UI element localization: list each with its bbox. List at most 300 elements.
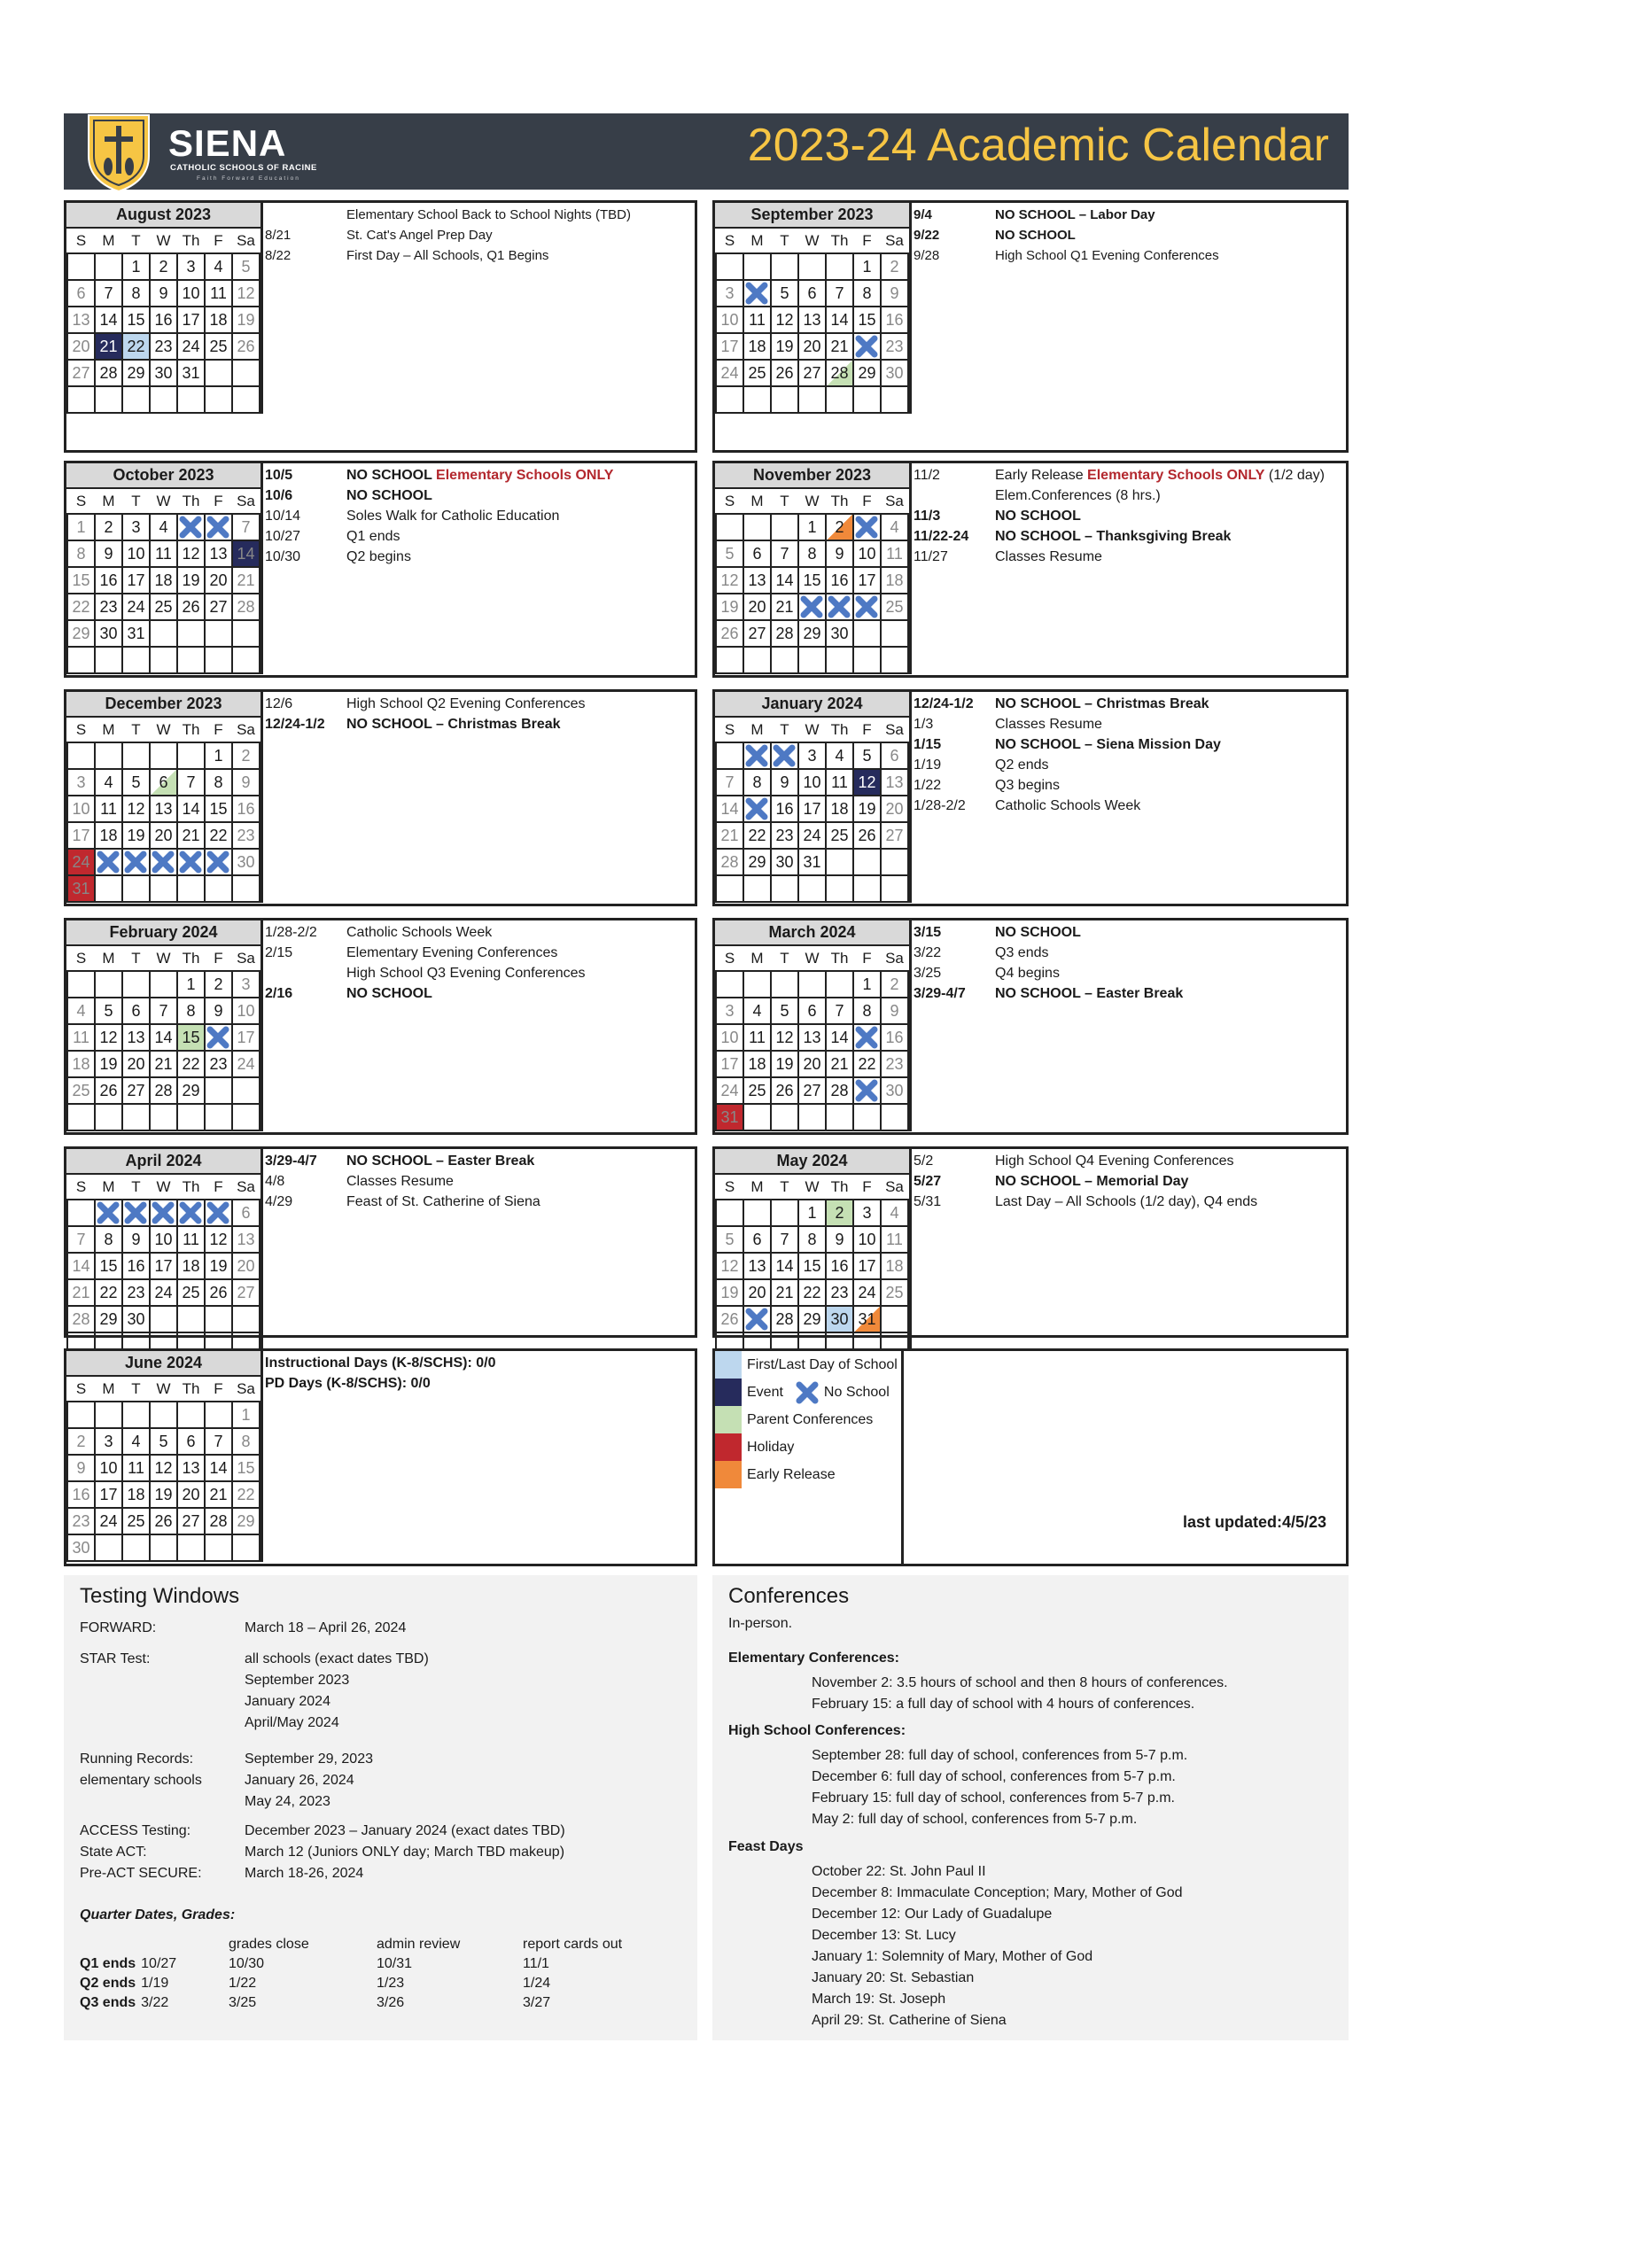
no-school-x-icon [828, 595, 851, 618]
weekday-label: Sa [237, 720, 255, 738]
calendar-day [853, 1104, 881, 1130]
weekday-label: W [156, 720, 171, 738]
event-text-main: NO SCHOOL – Easter Break [346, 1153, 535, 1169]
calendar-day: 15 [798, 567, 826, 594]
weekday-header [716, 489, 908, 514]
calendar-day [205, 849, 232, 875]
quarter-row [80, 1976, 682, 1995]
calendar-day: 3 [232, 971, 260, 998]
calendar-day: 3 [853, 1200, 881, 1226]
event-row [265, 1192, 691, 1212]
event-row [914, 714, 1342, 734]
calendar-day: 9 [67, 1455, 95, 1481]
week-row [716, 1306, 908, 1332]
event-text-main: NO SCHOOL [995, 925, 1081, 940]
weekday-label: S [75, 492, 87, 509]
calendar-day: 30 [150, 360, 177, 386]
event-text-main: Q1 ends [346, 529, 400, 544]
testing-label-main: FORWARD: [80, 1620, 157, 1635]
calendar-day: 15 [95, 1253, 122, 1279]
calendar-day: 8 [67, 540, 95, 567]
weekday-label: Sa [237, 949, 255, 967]
calendar-day [177, 742, 205, 769]
calendar-day: 15 [798, 1253, 826, 1279]
calendar-day: 8 [95, 1226, 122, 1253]
quarter-header: report cards out [523, 1937, 623, 1952]
calendar-day: 16 [122, 1253, 150, 1279]
calendar-day: 16 [771, 796, 798, 822]
calendar-day: 11 [95, 796, 122, 822]
calendar-day [95, 1534, 122, 1561]
calendar-day [95, 742, 122, 769]
event-text-main: NO SCHOOL – Labor Day [995, 207, 1155, 222]
month-calendar [66, 203, 263, 414]
calendar-day: 26 [771, 360, 798, 386]
week-row [716, 998, 908, 1024]
event-date: 11/2 [914, 468, 940, 483]
month-calendar [66, 1351, 263, 1562]
event-date: 2/15 [265, 945, 293, 960]
month-calendar [66, 463, 263, 674]
week-row [716, 253, 908, 280]
calendar-day: 16 [150, 307, 177, 333]
calendar-day [743, 386, 771, 413]
calendar-day: 7 [826, 998, 853, 1024]
calendar-day [150, 1200, 177, 1226]
calendar-day: 30 [826, 620, 853, 647]
month-panel [64, 200, 697, 453]
event-date: 10/5 [265, 468, 293, 483]
legend-swatch [715, 1379, 742, 1406]
calendar-day: 27 [67, 360, 95, 386]
event-row [265, 465, 691, 485]
calendar-day [95, 1402, 122, 1428]
calendar-day: 21 [771, 594, 798, 620]
calendar-day: 30 [826, 1306, 853, 1332]
event-date: 1/28-2/2 [265, 925, 317, 940]
conference-item: December 13: St. Lucy [812, 1928, 956, 1943]
event-text-main: Catholic Schools Week [995, 798, 1141, 813]
calendar-day [177, 514, 205, 540]
calendar-day: 23 [95, 594, 122, 620]
event-date: 5/31 [914, 1194, 942, 1209]
calendar-day: 25 [826, 822, 853, 849]
event-text-main: Q4 begins [995, 966, 1060, 981]
calendar-day: 12 [771, 307, 798, 333]
calendar-day: 6 [177, 1428, 205, 1455]
calendar-day [177, 620, 205, 647]
calendar-day: 13 [122, 1024, 150, 1051]
last-updated: last updated:4/5/23 [1182, 1513, 1326, 1531]
calendar-day: 30 [95, 620, 122, 647]
weekday-header [716, 946, 908, 971]
calendar-day [771, 1104, 798, 1130]
event-text [995, 547, 1342, 567]
quarter-name: Q1 ends [80, 1956, 136, 1971]
weekday-header [67, 718, 260, 742]
calendar-day: 9 [95, 540, 122, 567]
calendar-day [95, 971, 122, 998]
week-row [716, 971, 908, 998]
event-text-main: Feast of St. Catherine of Siena [346, 1194, 540, 1209]
siena-crest-logo [85, 112, 152, 193]
calendar-day: 28 [67, 1306, 95, 1332]
calendar-day [177, 1402, 205, 1428]
no-school-x-icon [855, 516, 878, 539]
legend-item [715, 1351, 901, 1379]
legend-label: Parent Conferences [747, 1411, 874, 1427]
calendar-day: 14 [67, 1253, 95, 1279]
calendar-day [150, 971, 177, 998]
quarter-value: 1/23 [377, 1976, 405, 1991]
calendar-day [67, 971, 95, 998]
event-text [265, 1353, 691, 1373]
conference-item: December 8: Immaculate Conception; Mary, Mother of God [812, 1885, 1183, 1900]
testing-label [80, 1749, 239, 1791]
calendar-day [177, 875, 205, 902]
month-title: March 2024 [715, 920, 909, 946]
calendar-day: 13 [205, 540, 232, 567]
calendar-day: 19 [716, 1279, 743, 1306]
month-grid [66, 718, 260, 903]
event-text-main: NO SCHOOL – Memorial Day [995, 1174, 1189, 1189]
quarter-value: 3/27 [523, 1995, 551, 2010]
calendar-day: 19 [853, 796, 881, 822]
calendar-day [743, 742, 771, 769]
month-events [265, 1353, 691, 1394]
calendar-day: 3 [716, 280, 743, 307]
legend-item [715, 1379, 901, 1406]
event-text [346, 526, 691, 547]
quarter-value: 3/26 [377, 1995, 405, 2010]
calendar-day: 25 [150, 594, 177, 620]
quarter-row [80, 1956, 682, 1976]
event-row [265, 983, 691, 1004]
calendar-day: 11 [881, 540, 908, 567]
calendar-day: 23 [232, 822, 260, 849]
calendar-day: 11 [177, 1226, 205, 1253]
calendar-day: 9 [771, 769, 798, 796]
weekday-label: S [724, 949, 735, 967]
calendar-day: 11 [67, 1024, 95, 1051]
calendar-day: 4 [881, 1200, 908, 1226]
event-row [914, 465, 1342, 485]
no-school-x-icon [152, 1201, 175, 1224]
event-row [265, 943, 691, 963]
event-text-main: NO SCHOOL – Easter Break [995, 986, 1184, 1001]
calendar-day: 2 [205, 971, 232, 998]
conference-group [728, 1837, 1340, 2031]
week-row [716, 1051, 908, 1077]
month-grid [715, 489, 909, 674]
logo-name: SIENA [168, 122, 287, 164]
week-row [716, 1077, 908, 1104]
calendar-day: 31 [853, 1306, 881, 1332]
calendar-day [95, 647, 122, 673]
calendar-day [205, 1200, 232, 1226]
quarter-name: Q2 ends [80, 1976, 136, 1991]
calendar-day: 30 [881, 1077, 908, 1104]
weekday-label: W [805, 720, 820, 738]
month-events [914, 205, 1342, 266]
quarter-header-row [80, 1937, 682, 1956]
calendar-day [826, 253, 853, 280]
event-date: 12/24-1/2 [914, 696, 974, 711]
no-school-x-icon [97, 1201, 120, 1224]
calendar-day: 11 [122, 1455, 150, 1481]
weekday-label: Sa [885, 231, 904, 249]
calendar-day [205, 875, 232, 902]
legend-item [715, 1433, 901, 1461]
event-text-tail: (1/2 day) [1264, 468, 1326, 483]
calendar-day [853, 386, 881, 413]
calendar-day [122, 1534, 150, 1561]
event-row [914, 1192, 1342, 1212]
calendar-day: 10 [716, 307, 743, 333]
event-text-main: NO SCHOOL [995, 228, 1076, 243]
calendar-day [743, 647, 771, 673]
weekday-header [67, 1175, 260, 1200]
legend-label: Event [747, 1384, 783, 1400]
calendar-day [771, 742, 798, 769]
calendar-day: 27 [232, 1279, 260, 1306]
month-calendar [66, 1149, 263, 1360]
quarter-value: 11/1 [523, 1956, 549, 1971]
event-text [346, 1171, 691, 1192]
weekday-label: T [131, 1177, 141, 1195]
calendar-day: 8 [232, 1428, 260, 1455]
calendar-day: 8 [122, 280, 150, 307]
weekday-label: T [131, 720, 141, 738]
month-calendar [66, 920, 263, 1131]
calendar-day: 1 [177, 971, 205, 998]
calendar-day: 23 [881, 1051, 908, 1077]
event-text-main: Q2 begins [346, 549, 411, 564]
event-text-main: Q2 ends [995, 757, 1049, 773]
calendar-day [205, 360, 232, 386]
quarter-value: 1/22 [229, 1976, 257, 1991]
legend-panel [712, 1348, 1349, 1566]
weekday-header [67, 1377, 260, 1402]
calendar-day [232, 875, 260, 902]
calendar-day: 20 [798, 1051, 826, 1077]
weekday-label: Th [182, 492, 200, 509]
week-row [67, 1534, 260, 1561]
legend-label-extra: No School [823, 1384, 890, 1400]
calendar-day: 5 [771, 280, 798, 307]
calendar-day: 19 [771, 333, 798, 360]
calendar-day: 1 [122, 253, 150, 280]
event-text-main: Elementary Evening Conferences [346, 945, 558, 960]
weekday-label: S [724, 720, 735, 738]
week-row [716, 594, 908, 620]
calendar-day [232, 1104, 260, 1130]
calendar-day [122, 1200, 150, 1226]
calendar-day: 6 [881, 742, 908, 769]
week-row [67, 1481, 260, 1508]
weekday-label: M [750, 492, 764, 509]
event-text-main: High School Q3 Evening Conferences [346, 966, 586, 981]
weekday-label: Th [182, 231, 200, 249]
calendar-day: 5 [771, 998, 798, 1024]
calendar-day: 11 [826, 769, 853, 796]
testing-value: January 2024 [245, 1694, 330, 1709]
event-date: 12/24-1/2 [265, 717, 325, 732]
calendar-day: 29 [122, 360, 150, 386]
week-row [67, 333, 260, 360]
week-row [716, 360, 908, 386]
event-row [265, 225, 691, 245]
week-row [67, 647, 260, 673]
conference-item: January 1: Solemnity of Mary, Mother of God [812, 1949, 1093, 1964]
calendar-day [205, 620, 232, 647]
calendar-day: 10 [716, 1024, 743, 1051]
calendar-day: 23 [771, 822, 798, 849]
legend-item [715, 1461, 901, 1488]
calendar-day: 8 [798, 540, 826, 567]
weekday-label: S [724, 1177, 735, 1195]
calendar-day: 14 [232, 540, 260, 567]
calendar-day: 28 [232, 594, 260, 620]
event-text-main: High School Q4 Evening Conferences [995, 1153, 1234, 1169]
calendar-day: 7 [67, 1226, 95, 1253]
quarter-end-date: 10/27 [141, 1956, 177, 1971]
no-school-x-icon [745, 797, 768, 820]
quarter-value: 10/30 [229, 1956, 265, 1971]
calendar-day: 8 [177, 998, 205, 1024]
calendar-day: 13 [798, 307, 826, 333]
weekday-label: W [805, 231, 820, 249]
calendar-day [743, 796, 771, 822]
event-text [995, 526, 1342, 547]
weekday-label: T [780, 720, 789, 738]
calendar-day: 5 [95, 998, 122, 1024]
event-row [265, 485, 691, 506]
calendar-day [95, 253, 122, 280]
week-row [716, 280, 908, 307]
event-text-main: NO SCHOOL – Christmas Break [995, 696, 1209, 711]
event-row [265, 922, 691, 943]
no-school-x-icon [855, 335, 878, 358]
calendar-day [798, 1104, 826, 1130]
month-calendar [715, 692, 912, 903]
calendar-day [716, 1200, 743, 1226]
calendar-day [853, 620, 881, 647]
testing-label [80, 1618, 239, 1639]
calendar-day [150, 620, 177, 647]
calendar-day [150, 875, 177, 902]
week-row [67, 280, 260, 307]
event-text-main: NO SCHOOL – Christmas Break [346, 717, 561, 732]
month-panel [712, 918, 1349, 1135]
event-text [346, 225, 691, 245]
event-date: 3/29-4/7 [914, 986, 966, 1001]
weekday-label: W [156, 949, 171, 967]
calendar-day: 2 [150, 253, 177, 280]
event-text-main: Instructional Days (K-8/SCHS): 0/0 [265, 1355, 496, 1371]
event-text-main: Early Release [995, 468, 1088, 483]
calendar-day: 20 [122, 1051, 150, 1077]
calendar-day [826, 386, 853, 413]
calendar-day [826, 849, 853, 875]
calendar-day [205, 647, 232, 673]
calendar-day: 22 [67, 594, 95, 620]
quarter-value: 1/24 [523, 1976, 551, 1991]
calendar-day: 11 [205, 280, 232, 307]
calendar-day: 16 [232, 796, 260, 822]
calendar-day: 26 [95, 1077, 122, 1104]
calendar-day: 5 [122, 769, 150, 796]
calendar-day: 23 [826, 1279, 853, 1306]
event-text-main: Q3 ends [995, 945, 1049, 960]
event-row [914, 1151, 1342, 1171]
week-row [67, 386, 260, 413]
week-row [67, 1279, 260, 1306]
event-text [346, 694, 691, 714]
event-text [346, 1192, 691, 1212]
conference-item: March 19: St. Joseph [812, 1992, 946, 2007]
weekday-label: Th [182, 1379, 200, 1397]
week-row [67, 971, 260, 998]
no-school-x-icon [179, 1201, 202, 1224]
legend-swatch [715, 1433, 742, 1461]
calendar-day [771, 253, 798, 280]
calendar-day: 19 [716, 594, 743, 620]
calendar-day [826, 594, 853, 620]
calendar-day: 27 [205, 594, 232, 620]
calendar-day: 13 [881, 769, 908, 796]
month-grid [715, 1175, 909, 1360]
calendar-day: 18 [881, 1253, 908, 1279]
calendar-day: 9 [826, 1226, 853, 1253]
calendar-day [771, 875, 798, 902]
calendar-day: 22 [232, 1481, 260, 1508]
weekday-label: W [805, 492, 820, 509]
calendar-day: 17 [716, 1051, 743, 1077]
calendar-day: 30 [122, 1306, 150, 1332]
weekday-label: F [214, 1177, 223, 1195]
event-row [265, 714, 691, 734]
calendar-day: 7 [232, 514, 260, 540]
calendar-day: 16 [881, 1024, 908, 1051]
calendar-day: 9 [205, 998, 232, 1024]
month-panel [712, 689, 1349, 906]
event-text [995, 983, 1342, 1004]
month-grid [715, 229, 909, 414]
month-title: September 2023 [715, 203, 909, 229]
calendar-day: 17 [122, 567, 150, 594]
month-title: August 2023 [66, 203, 260, 229]
conference-item: February 15: full day of school, conferences from 5-7 p.m. [812, 1790, 1175, 1806]
no-school-x-icon [855, 1079, 878, 1102]
calendar-day: 9 [881, 280, 908, 307]
event-date: 5/2 [914, 1153, 934, 1169]
event-row [265, 1171, 691, 1192]
weekday-label: F [862, 231, 872, 249]
weekday-label: F [214, 1379, 223, 1397]
month-events [265, 1151, 691, 1212]
calendar-day [177, 1306, 205, 1332]
calendar-day: 19 [232, 307, 260, 333]
quarter-name: Q3 ends [80, 1995, 136, 2010]
weekday-label: W [156, 1379, 171, 1397]
calendar-day: 19 [95, 1051, 122, 1077]
event-text [995, 485, 1342, 506]
event-text [995, 1151, 1342, 1171]
legend-swatch [715, 1461, 742, 1488]
no-school-x-icon [179, 516, 202, 539]
weekday-label: W [156, 1177, 171, 1195]
